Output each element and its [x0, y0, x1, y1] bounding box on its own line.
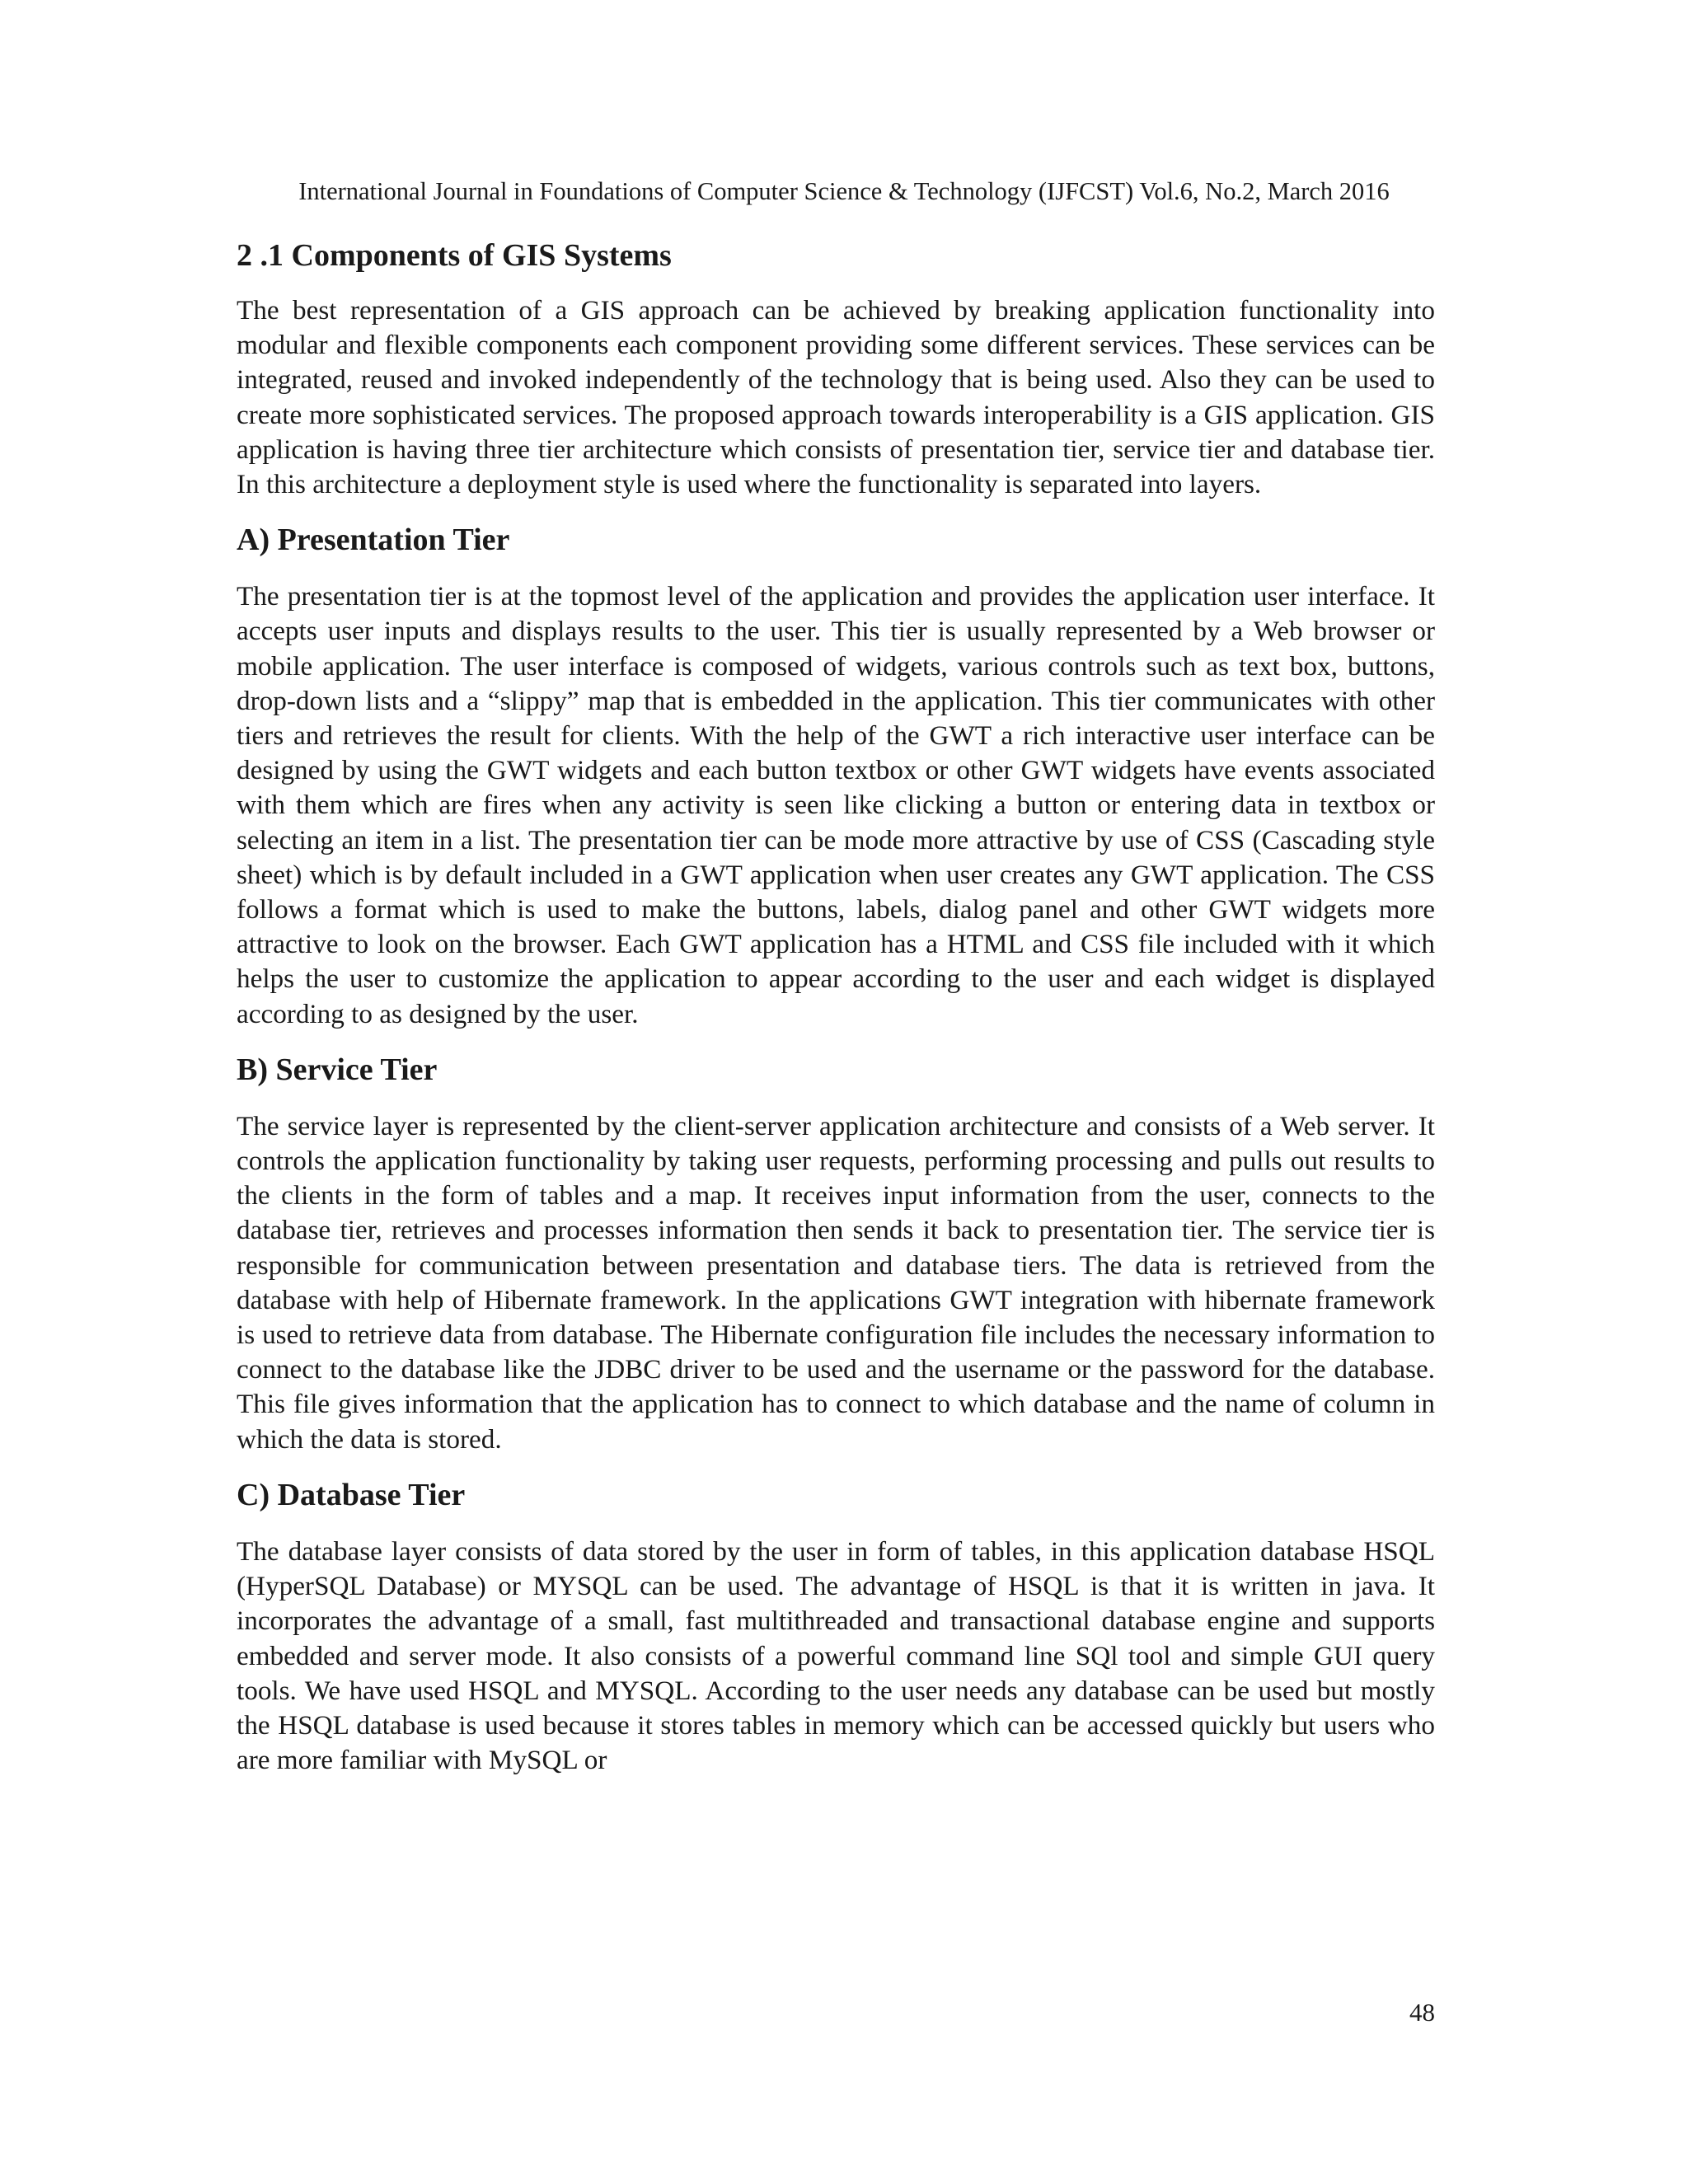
service-tier-paragraph: The service layer is represented by the client-server application architecture and consists of a Web server. It controls the application functionality by taking user requests, performing processing and pulls out results to the clients in the form of tables and a map. It receives input information from the user, connects to the database tier, retrieves and processes information then sends it back to presentation tier. The service tier is responsible for communication between presentation and database tiers. The data is retrieved from the database with help of Hibernate framework. In the applications GWT integration with hibernate framework is used to retrieve data from database. The Hibernate configuration file includes the necessary information to connect to the database like the JDBC driver to be used and the username or the password for the database. This file gives information that the application has to connect to which database and the name of column in which the data is stored.: [237, 1110, 1435, 1455]
section-heading: 2 .1 Components of GIS Systems: [237, 238, 672, 273]
service-tier-heading: B) Service Tier: [237, 1052, 438, 1087]
database-tier-paragraph: The database layer consists of data stored by the user in form of tables, in this application database HSQL (HyperSQL Database) or MYSQL can be used. The advantage of HSQL is that it is written in java. It incorporates the advantage of a small, fast multithreaded and transactional database engine and supports embedded and server mode. It also consists of a powerful command line SQl tool and simple GUI query tools. We have used HSQL and MYSQL. According to the user needs any database can be used but mostly the HSQL database is used because it stores tables in memory which can be accessed quickly but users who are more familiar with MySQL or: [237, 1535, 1435, 1776]
presentation-tier-heading: A) Presentation Tier: [237, 523, 510, 558]
database-tier-heading: C) Database Tier: [237, 1477, 466, 1512]
page-number: 48: [1409, 1998, 1435, 2027]
presentation-tier-paragraph: The presentation tier is at the topmost level of the application and provides the application user interface. It accepts user inputs and displays results to the user. This tier is usually represented by a Web browser or mobile application. The user interface is composed of widgets, various controls such as text box, buttons, drop-down lists and a “slippy” map that is embedded in the application. This tier communicates with other tiers and retrieves the result for clients. With the help of the GWT a rich interactive user interface can be designed by using the GWT widgets and each button textbox or other GWT widgets have events associated with them which are fires when any activity is seen like clicking a button or entering data in textbox or selecting an item in a list. The presentation tier can be mode more attractive by use of CSS (Cascading style sheet) which is by default included in a GWT application when user creates any GWT application. The CSS follows a format which is used to make the buttons, labels, dialog panel and other GWT widgets more attractive to look on the browser. Each GWT application has a HTML and CSS file included with it which helps the user to customize the application to appear according to the user and each widget is displayed according to as designed by the user.: [237, 581, 1435, 1029]
section-paragraph: The best representation of a GIS approach can be achieved by breaking application functionality into modular and flexible components each component providing some different services. These services can be integrated, reused and invoked independently of the technology that is being used. Also they can be used to create more sophisticated services. The proposed approach towards interoperability is a GIS application. GIS application is having three tier architecture which consists of presentation tier, service tier and database tier. In this architecture a deployment style is used where the functionality is separated into layers.: [237, 295, 1435, 500]
page-body: [237, 236, 1435, 1796]
running-header: International Journal in Foundations of Computer Science & Technology (IJFCST) Vol.6, No.2, March 2016: [298, 177, 1390, 205]
